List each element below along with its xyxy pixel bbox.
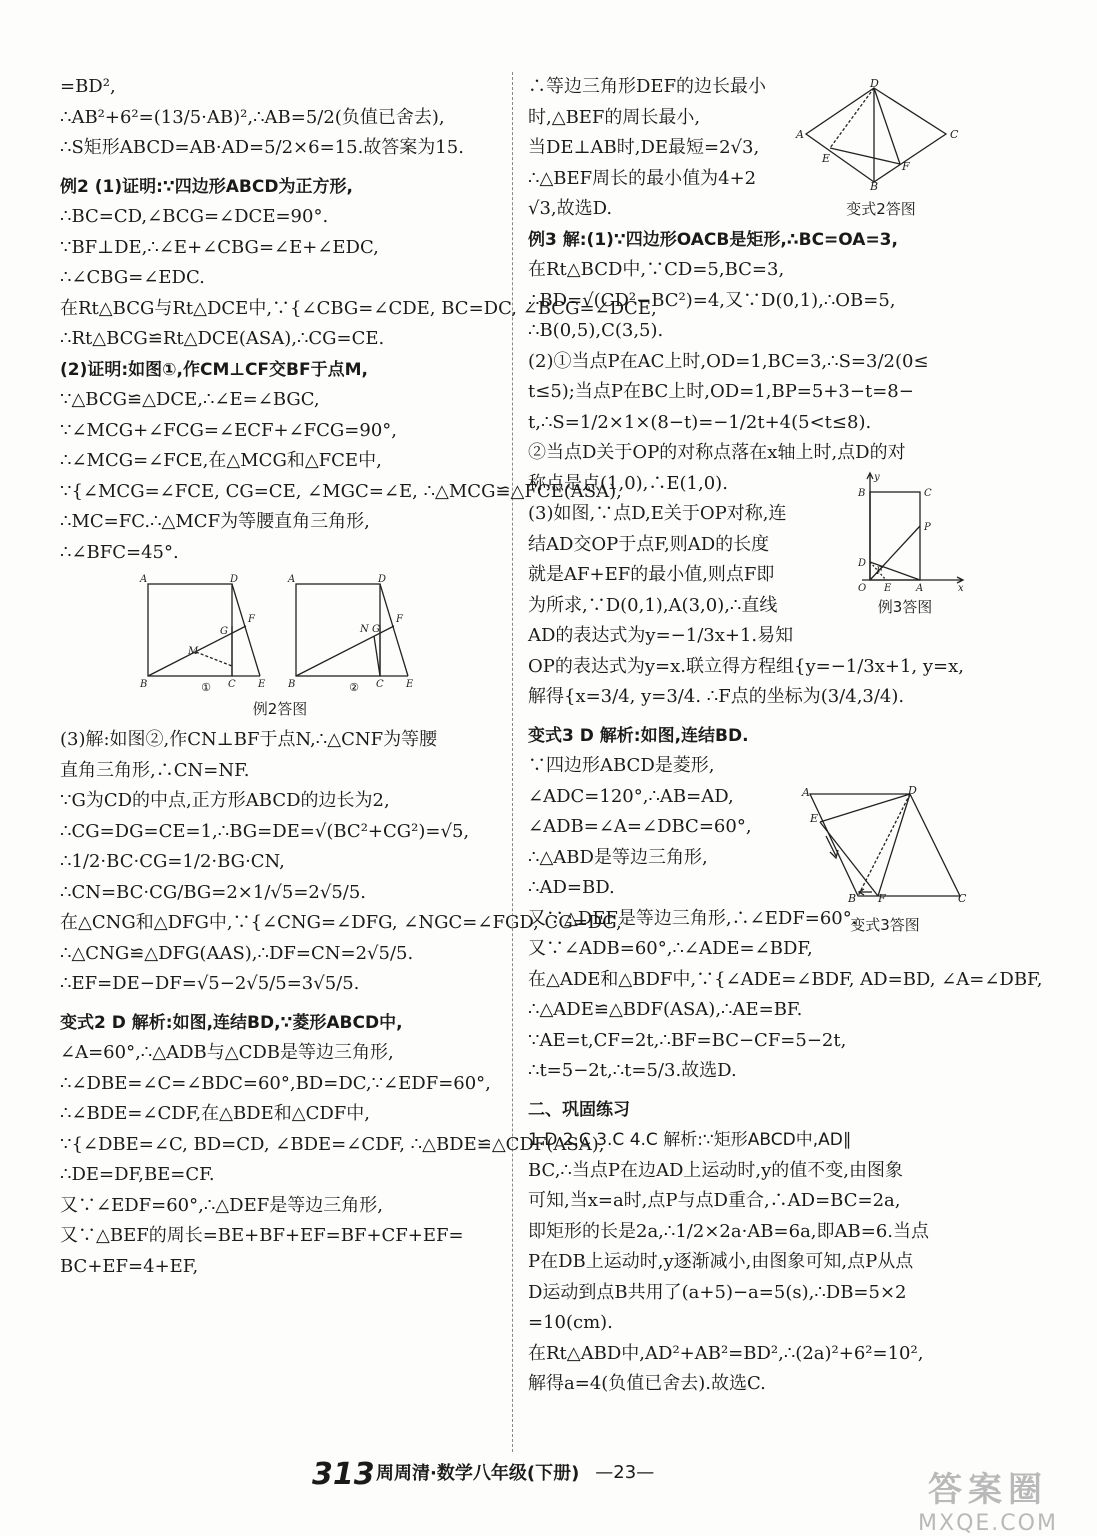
label-O: O — [858, 583, 867, 594]
example-2-figure-1 — [140, 574, 280, 692]
watermark-line-1: 答案圈 — [928, 1470, 1048, 1510]
left-top-block — [60, 72, 500, 164]
text-line: D运动到点B共用了(a+5)−a=5(s),∴DB=5×2 — [528, 1281, 907, 1303]
text-line: ∠ADB=∠A=∠DBC=60°, — [528, 816, 752, 837]
text-line: ∴Rt△BCG≌Rt△DCE(ASA),∴CG=CE. — [60, 328, 385, 349]
text-line: ∵BF⊥DE,∴∠E+∠CBG=∠E+∠EDC, — [60, 236, 379, 258]
text-line: 在△CNG和△DFG中,∵{∠CNG=∠DFG, ∠NGC=∠FGD, CG=DG, — [60, 912, 622, 933]
text-line: ∴BC=CD,∠BCG=∠DCE=90°. — [60, 206, 329, 227]
label-E: E — [884, 583, 892, 594]
example-2-heading: 例2 (1)证明:∵四边形ABCD为正方形, — [60, 176, 353, 197]
label-B: B — [848, 892, 857, 905]
example-3-block — [528, 225, 968, 500]
text-line: =10(cm). — [528, 1312, 613, 1333]
text-line: ∴∠BDE=∠CDF,在△BDE和△CDF中, — [60, 1103, 371, 1124]
text-line: ∴△ADE≌△BDF(ASA),∴AE=BF. — [528, 999, 803, 1020]
text-line: ∴t=5−2t,∴t=5/3.故选D. — [528, 1060, 737, 1081]
label-G: G — [220, 626, 228, 637]
label-C: C — [958, 892, 967, 905]
text-line: AD的表达式为y=−1/3x+1.易知 — [528, 625, 794, 646]
label-F: F — [878, 892, 886, 905]
watermark — [893, 1462, 1083, 1536]
label-F: F — [248, 614, 255, 625]
page-number: —23— — [595, 1461, 655, 1483]
practice-heading: 二、巩固练习 — [528, 1099, 630, 1120]
label-D: D — [908, 784, 917, 797]
text-line: √3,故选D. — [528, 198, 613, 219]
text-line: 为所求,∵D(0,1),A(3,0),∴直线 — [528, 594, 778, 616]
text-line: ∴BD=√(CD²−BC²)=4,又∵D(0,1),∴OB=5, — [528, 289, 896, 311]
figure-subcaption-1: ① — [201, 681, 211, 694]
column-divider — [512, 72, 513, 1452]
text-line: (3)如图,∵点D,E关于OP对称,连 — [528, 503, 787, 524]
text-line: =BD², — [60, 76, 116, 97]
text-line: ∵△BCG≌△DCE,∴∠E=∠BGC, — [60, 389, 320, 410]
text-line: P在DB上运动时,y逐渐减小,由图象可知,点P从点 — [528, 1251, 914, 1272]
text-line: ∵{∠DBE=∠C, BD=CD, ∠BDE=∠CDF, ∴△BDE≌△CDF(ASA), — [60, 1133, 605, 1155]
text-line: BC+EF=4+EF, — [60, 1255, 199, 1277]
text-line: (3)解:如图②,作CN⊥BF于点N,∴△CNF为等腰 — [60, 729, 438, 750]
text-line: 解得a=4(负值已舍去).故选C. — [528, 1373, 766, 1394]
variant-2-figure — [796, 78, 966, 219]
text-line: ∴EF=DE−DF=√5−2√5/5=3√5/5. — [60, 973, 360, 994]
text-line: ∵{∠MCG=∠FCE, CG=CE, ∠MGC=∠E, ∴△MCG≌△FCE(ASA), — [60, 480, 622, 502]
label-A: A — [802, 786, 810, 799]
label-B: B — [858, 488, 866, 499]
text-line: ∵AE=t,CF=2t,∴BF=BC−CF=5−2t, — [528, 1029, 847, 1051]
label-E: E — [406, 679, 414, 690]
text-line: ∴1/2·BC·CG=1/2·BG·CN, — [60, 851, 285, 872]
text-line: ∠A=60°,∴△ADB与△CDB是等边三角形, — [60, 1042, 394, 1063]
text-line: ∴等边三角形DEF的边长最小 — [528, 76, 767, 97]
label-y: y — [874, 472, 880, 483]
label-M: M — [188, 646, 199, 657]
example-3-diagram — [840, 470, 970, 596]
text-line: 又∵△BEF的周长=BE+BF+EF=BF+CF+EF= — [60, 1225, 464, 1246]
text-line: 又∵∠ADB=60°,∴∠ADE=∠BDF, — [528, 938, 813, 959]
variant-3-figure-caption: 变式3答图 — [850, 916, 920, 934]
text-line: (2)证明:如图①,作CM⊥CF交BF于点M, — [60, 359, 368, 380]
text-line: OP的表达式为y=x.联立得方程组{y=−1/3x+1, y=x, — [528, 655, 964, 677]
text-line: 在Rt△BCD中,∵CD=5,BC=3, — [528, 259, 785, 280]
text-line: 直角三角形,∴CN=NF. — [60, 759, 250, 781]
label-E: E — [822, 152, 831, 165]
text-line: ∴△CNG≌△DFG(AAS),∴DF=CN=2√5/5. — [60, 942, 414, 964]
label-B: B — [140, 679, 148, 690]
text-line: ∴△ABD是等边三角形, — [528, 846, 708, 868]
text-line: ∴DE=DF,BE=CF. — [60, 1164, 215, 1185]
label-D: D — [870, 77, 879, 90]
text-line: 当DE⊥AB时,DE最短=2√3, — [528, 137, 760, 158]
variant-2-heading: 变式2 D 解析:如图,连结BD,∵菱形ABCD中, — [60, 1012, 403, 1033]
text-line: BC,∴当点P在边AD上运动时,y的值不变,由图象 — [528, 1159, 904, 1181]
label-A: A — [288, 574, 296, 585]
right-column — [528, 72, 1043, 1400]
text-line: 即矩形的长是2a,∴1/2×2a·AB=6a,即AB=6.当点 — [528, 1220, 930, 1242]
text-line: 在Rt△BCG与Rt△DCE中,∵{∠CBG=∠CDE, BC=DC, ∠BCG=∠DCE, — [60, 297, 657, 319]
page-footer — [310, 1452, 654, 1492]
label-P: P — [924, 522, 931, 533]
label-F: F — [396, 614, 403, 625]
text-line: 时,△BEF的周长最小, — [528, 106, 701, 128]
text-line: ②当点D关于OP的对称点落在x轴上时,点D的对 — [528, 442, 906, 463]
text-line: ∵四边形ABCD是菱形, — [528, 755, 715, 776]
label-A: A — [916, 583, 924, 594]
text-line: t,∴S=1/2×1×(8−t)=−1/2t+4(5<t≤8). — [528, 411, 872, 433]
text-line: ∴∠DBE=∠C=∠BDC=60°,BD=DC,∵∠EDF=60°, — [60, 1072, 491, 1094]
label-G: G — [372, 624, 380, 635]
example-3-figure-caption: 例3答图 — [877, 598, 933, 616]
label-x: x — [958, 583, 964, 594]
label-E: E — [810, 812, 819, 825]
text-line: ∴∠CBG=∠EDC. — [60, 267, 205, 288]
text-line: ∴∠MCG=∠FCE,在△MCG和△FCE中, — [60, 450, 382, 471]
label-A: A — [140, 574, 148, 585]
text-line: ∴△BEF周长的最小值为4+2 — [528, 167, 757, 189]
variant-3-diagram — [800, 786, 970, 904]
text-line: ∴∠BFC=45°. — [60, 541, 179, 563]
text-line: ∴MC=FC.∴△MCF为等腰直角三角形, — [60, 511, 370, 532]
variant-2-diagram — [796, 77, 966, 193]
text-line: 就是AF+EF的最小值,则点F即 — [528, 564, 775, 585]
label-B: B — [870, 180, 879, 193]
example-3-figure — [840, 470, 970, 617]
text-line: 在Rt△ABD中,AD²+AB²=BD²,∴(2a)²+6²=10², — [528, 1342, 924, 1364]
text-line: 称点是点(1,0),∴E(1,0). — [528, 472, 728, 494]
text-line: ∴AB²+6²=(13/5·AB)²,∴AB=5/2(负值已舍去), — [60, 106, 445, 128]
text-line: ∴B(0,5),C(3,5). — [528, 320, 664, 341]
text-line: 解得{x=3/4, y=3/4. ∴F点的坐标为(3/4,3/4). — [528, 686, 905, 707]
text-line: ∴AD=BD. — [528, 877, 615, 898]
label-F: F — [876, 566, 883, 577]
label-B: B — [288, 679, 296, 690]
text-line: 可知,当x=a时,点P与点D重合,∴AD=BC=2a, — [528, 1190, 901, 1211]
practice-block — [528, 1095, 968, 1400]
label-D: D — [378, 574, 387, 585]
figure-subcaption-2: ② — [349, 681, 359, 694]
text-line: 又∵∠EDF=60°,∴△DEF是等边三角形, — [60, 1194, 383, 1216]
example-3-heading: 例3 解:(1)∵四边形OACB是矩形,∴BC=OA=3, — [528, 229, 898, 250]
text-line: 结AD交OP于点F,则AD的长度 — [528, 533, 770, 555]
text-line: ∵G为CD的中点,正方形ABCD的边长为2, — [60, 790, 390, 811]
brand-logo-icon — [310, 1454, 375, 1492]
label-F: F — [902, 160, 910, 173]
label-D: D — [858, 558, 867, 569]
label-D: D — [230, 574, 239, 585]
text-line: ∴CN=BC·CG/BG=2×1/√5=2√5/5. — [60, 881, 367, 903]
example-2-figure-2 — [288, 574, 428, 692]
text-line: (2)①当点P在AC上时,OD=1,BC=3,∴S=3/2(0≤ — [528, 350, 929, 372]
text-line: ∠ADC=120°,∴AB=AD, — [528, 785, 734, 807]
label-E: E — [258, 679, 266, 690]
label-C: C — [950, 128, 959, 141]
label-A: A — [796, 128, 804, 141]
variant-3-heading: 变式3 D 解析:如图,连结BD. — [528, 725, 749, 746]
text-line: ∴S矩形ABCD=AB·AD=5/2×6=15.故答案为15. — [60, 137, 464, 158]
example-2-figure — [60, 574, 500, 718]
watermark-line-2: MXQE.COM — [918, 1511, 1058, 1536]
label-N: N — [360, 624, 369, 635]
svg-text:313: 313 — [312, 1457, 375, 1492]
text-line: 1.D 2.C 3.C 4.C 解析:∵矩形ABCD中,AD∥ — [528, 1130, 852, 1150]
text-line: 在△ADE和△BDF中,∵{∠ADE=∠BDF, AD=BD, ∠A=∠DBF, — [528, 968, 1043, 990]
text-line: ∵∠MCG+∠FCG=∠ECF+∠FCG=90°, — [60, 419, 397, 441]
variant-2-figure-caption: 变式2答图 — [846, 200, 916, 218]
variant-3-figure — [800, 786, 970, 935]
label-C: C — [924, 488, 932, 499]
text-line: t≤5);当点P在BC上时,OD=1,BP=5+3−t=8− — [528, 381, 914, 402]
text-line: ∴CG=DG=CE=1,∴BG=DE=√(BC²+CG²)=√5, — [60, 820, 470, 842]
example-2-figure-caption: 例2答图 — [252, 700, 308, 718]
footer-title: 周周清·数学八年级(下册) — [376, 1463, 580, 1484]
label-C: C — [376, 679, 384, 690]
label-C: C — [228, 679, 236, 690]
text-line: 又∵△DEF是等边三角形,∴∠EDF=60°. — [528, 907, 858, 929]
